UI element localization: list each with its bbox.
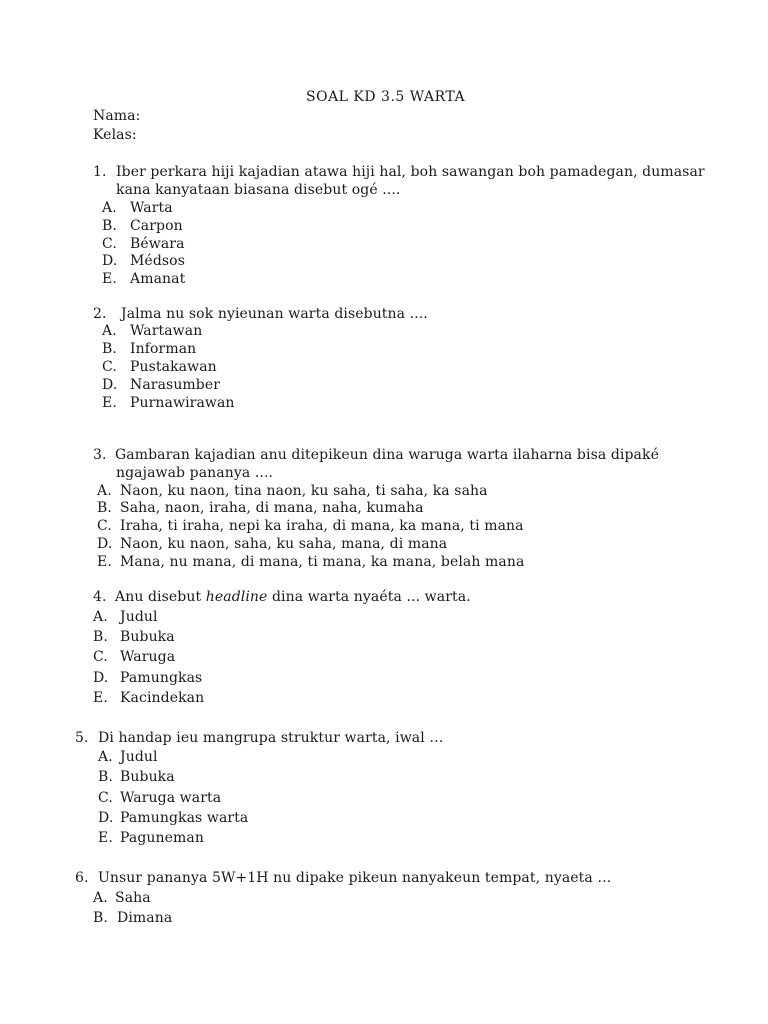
question-number: 3. <box>93 447 107 463</box>
option-text: Naon, ku naon, saha, ku saha, mana, di mana <box>120 536 448 552</box>
option-text: Judul <box>120 609 158 625</box>
question-text: Gambaran kajadian anu ditepikeun dina waruga warta ilaharna bisa dipaké <box>115 447 659 463</box>
headline-term: headline <box>205 589 268 605</box>
question-number: 5. <box>75 730 89 746</box>
option-letter: C. <box>98 790 113 806</box>
option-letter: A. <box>102 200 117 216</box>
option-letter: D. <box>93 670 109 686</box>
question-text-start: Anu disebut <box>115 589 206 605</box>
option-letter: B. <box>97 500 112 516</box>
option-letter: B. <box>98 769 113 785</box>
option-text: Saha, naon, iraha, di mana, naha, kumaha <box>120 500 424 516</box>
option-letter: D. <box>98 810 114 826</box>
question-number: 2. <box>93 306 107 322</box>
option-letter: A. <box>102 323 117 339</box>
option-text: Judul <box>120 749 158 765</box>
option-text: Pustakawan <box>130 359 217 375</box>
option-letter: A. <box>98 749 113 765</box>
question-text-continued: ngajawab pananya .... <box>116 465 274 481</box>
option-text: Narasumber <box>130 377 221 393</box>
option-text: Saha <box>115 890 151 906</box>
option-text: Informan <box>130 341 197 357</box>
question-text-continued: kana kanyataan biasana disebut ogé .... <box>116 182 401 198</box>
option-text: Dimana <box>117 910 173 926</box>
option-text: Purnawirawan <box>130 395 235 411</box>
question-text: Di handap ieu mangrupa struktur warta, iwal … <box>98 730 444 746</box>
nama-field-label: Nama: <box>93 108 141 124</box>
question-text <box>115 588 471 606</box>
question-number: 6. <box>75 870 89 886</box>
option-text: Waruga <box>120 649 176 665</box>
option-text: Warta <box>130 200 173 216</box>
option-letter: A. <box>93 890 108 906</box>
option-letter: C. <box>93 649 108 665</box>
question-text: Jalma nu sok nyieunan warta disebutna .... <box>121 306 428 322</box>
option-text: Amanat <box>130 271 186 287</box>
question-number: 1. <box>93 164 107 180</box>
option-text: Mana, nu mana, di mana, ti mana, ka mana, belah mana <box>120 554 525 570</box>
option-letter: B. <box>102 218 117 234</box>
option-letter: E. <box>97 554 112 570</box>
option-text: Béwara <box>130 236 185 252</box>
option-text: Médsos <box>130 253 185 269</box>
option-letter: E. <box>102 395 117 411</box>
question-text: Unsur pananya 5W+1H nu dipake pikeun nanyakeun tempat, nyaeta … <box>98 870 612 886</box>
option-text: Bubuka <box>120 769 175 785</box>
option-text: Wartawan <box>130 323 203 339</box>
option-text: Pamungkas <box>120 670 203 686</box>
option-text: Naon, ku naon, tina naon, ku saha, ti saha, ka saha <box>120 483 488 499</box>
option-text: Pamungkas warta <box>120 810 249 826</box>
kelas-field-label: Kelas: <box>93 127 137 143</box>
option-text: Paguneman <box>120 830 204 846</box>
option-text: Kacindekan <box>120 690 205 706</box>
question-number: 4. <box>93 589 107 605</box>
option-letter: B. <box>102 341 117 357</box>
option-letter: B. <box>93 910 108 926</box>
option-letter: C. <box>102 236 117 252</box>
option-text: Iraha, ti iraha, nepi ka iraha, di mana, ka mana, ti mana <box>120 518 524 534</box>
question-text-end: dina warta nyaéta ... warta. <box>267 589 471 605</box>
question-text: Iber perkara hiji kajadian atawa hiji hal, boh sawangan boh pamadegan, dumasar <box>116 164 705 180</box>
option-letter: A. <box>93 609 108 625</box>
option-letter: D. <box>102 377 118 393</box>
option-letter: E. <box>93 690 108 706</box>
option-letter: A. <box>97 483 112 499</box>
page-title: SOAL KD 3.5 WARTA <box>306 89 466 105</box>
option-letter: E. <box>98 830 113 846</box>
option-text: Carpon <box>130 218 183 234</box>
option-letter: C. <box>102 359 117 375</box>
option-letter: D. <box>97 536 113 552</box>
option-letter: C. <box>97 518 112 534</box>
option-text: Waruga warta <box>120 790 222 806</box>
option-letter: B. <box>93 629 108 645</box>
option-letter: D. <box>102 253 118 269</box>
option-text: Bubuka <box>120 629 175 645</box>
option-letter: E. <box>102 271 117 287</box>
